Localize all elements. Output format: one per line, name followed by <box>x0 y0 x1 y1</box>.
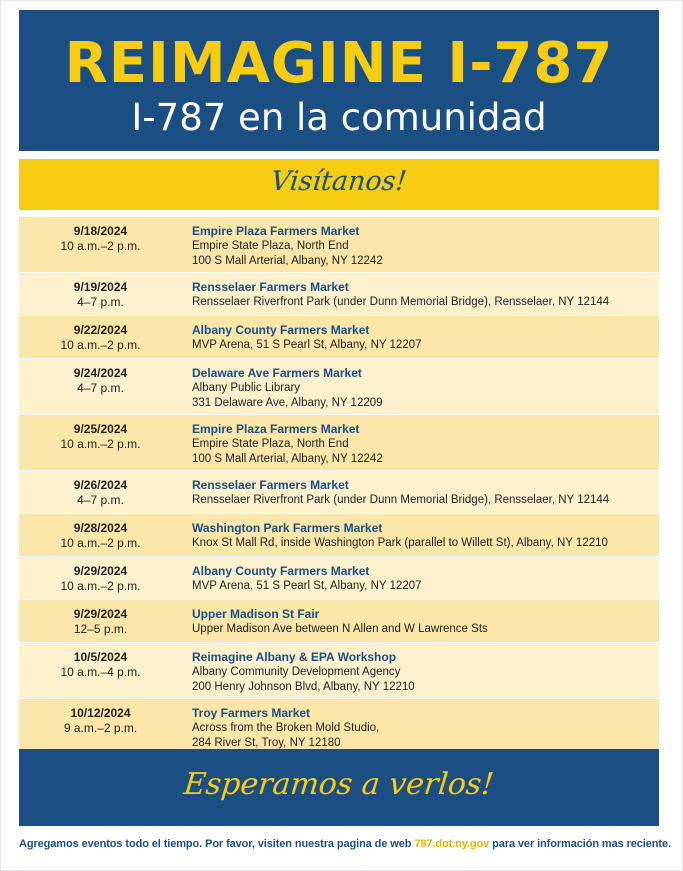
event-address-line: Knox St Mall Rd, inside Washington Park (parallel to Willett St), Albany, NY 12210 <box>192 537 608 549</box>
event-time: 10 a.m.–2 p.m. <box>60 579 141 593</box>
event-name: Troy Farmers Market <box>192 706 311 720</box>
event-address-line: Across from the Broken Mold Studio, <box>192 722 380 734</box>
event-info-cell <box>182 514 659 556</box>
event-address-line: 200 Henry Johnson Blvd, Albany, NY 12210 <box>192 681 415 693</box>
event-row <box>19 471 659 514</box>
event-address-line: Albany Public Library <box>192 382 301 394</box>
event-time: 9 a.m.–2 p.m. <box>63 721 138 735</box>
event-date-cell <box>19 471 182 513</box>
event-address-line: Albany Community Development Agency <box>192 666 401 678</box>
event-address-line: 100 S Mall Arterial, Albany, NY 12242 <box>192 453 383 465</box>
event-date-cell <box>19 600 182 642</box>
event-date: 9/26/2024 <box>73 478 128 492</box>
event-date-cell <box>19 316 182 358</box>
event-time: 10 a.m.–2 p.m. <box>60 338 141 352</box>
website-link[interactable]: 787.dot.ny.gov <box>414 838 490 850</box>
event-address-line: 284 River St, Troy, NY 12180 <box>192 737 341 749</box>
event-row <box>19 316 659 359</box>
page-title: REIMAGINE I-787 <box>64 31 614 96</box>
event-row <box>19 273 659 316</box>
event-date: 9/28/2024 <box>73 521 128 535</box>
event-info-cell <box>182 415 659 470</box>
event-date-cell <box>19 217 182 272</box>
event-address-line: Empire State Plaza, North End <box>192 438 349 450</box>
event-time: 12–5 p.m. <box>73 622 128 636</box>
event-row <box>19 359 659 415</box>
event-name: Delaware Ave Farmers Market <box>192 366 362 380</box>
event-date-cell <box>19 643 182 698</box>
event-info-cell <box>182 273 659 315</box>
event-date-cell <box>19 699 182 754</box>
event-name: Rensselaer Farmers Market <box>192 478 349 492</box>
event-info-cell <box>182 699 659 754</box>
event-info-cell <box>182 316 659 358</box>
event-name: Washington Park Farmers Market <box>192 521 383 535</box>
event-address-line: MVP Arena, 51 S Pearl St, Albany, NY 12207 <box>192 580 422 592</box>
event-name: Albany County Farmers Market <box>192 323 370 337</box>
event-date-cell <box>19 273 182 315</box>
footer-note <box>19 838 669 850</box>
event-address-line: Upper Madison Ave between N Allen and W Lawrence Sts <box>192 623 488 635</box>
event-date: 9/24/2024 <box>73 366 128 380</box>
visit-banner <box>19 159 659 210</box>
event-name: Albany County Farmers Market <box>192 564 370 578</box>
event-date-cell <box>19 514 182 556</box>
footer-banner-text: Esperamos a verlos! <box>182 767 496 802</box>
event-row <box>19 514 659 557</box>
event-date: 9/29/2024 <box>73 607 128 621</box>
event-info-cell <box>182 600 659 642</box>
event-address-line: Rensselaer Riverfront Park (under Dunn Memorial Bridge), Rensselaer, NY 12144 <box>192 296 610 308</box>
event-address-line: Rensselaer Riverfront Park (under Dunn Memorial Bridge), Rensselaer, NY 12144 <box>192 494 610 506</box>
event-row <box>19 643 659 699</box>
events-table <box>19 217 659 755</box>
event-time: 10 a.m.–2 p.m. <box>60 239 141 253</box>
header-banner <box>19 10 659 151</box>
event-row <box>19 600 659 643</box>
event-info-cell <box>182 643 659 698</box>
event-time: 10 a.m.–2 p.m. <box>60 536 141 550</box>
event-address-line: Empire State Plaza, North End <box>192 240 349 252</box>
event-date: 10/5/2024 <box>73 650 128 664</box>
event-time: 4–7 p.m. <box>77 381 124 395</box>
event-time: 10 a.m.–4 p.m. <box>60 665 141 679</box>
event-date: 9/22/2024 <box>73 323 128 337</box>
event-info-cell <box>182 471 659 513</box>
event-info-cell <box>182 359 659 414</box>
event-date-cell <box>19 359 182 414</box>
event-date-cell <box>19 415 182 470</box>
event-name: Rensselaer Farmers Market <box>192 280 349 294</box>
event-row <box>19 557 659 600</box>
event-time: 4–7 p.m. <box>77 295 124 309</box>
event-date: 9/18/2024 <box>73 224 128 238</box>
event-name: Empire Plaza Farmers Market <box>192 422 360 436</box>
event-time: 10 a.m.–2 p.m. <box>60 437 141 451</box>
event-name: Empire Plaza Farmers Market <box>192 224 360 238</box>
visit-banner-text: Visítanos! <box>269 166 409 197</box>
footer-note-text: Agregamos eventos todo el tiempo. Por favor, visiten nuestra pagina de web <box>19 838 412 850</box>
event-name: Reimagine Albany & EPA Workshop <box>192 650 397 664</box>
event-address-line: MVP Arena, 51 S Pearl St, Albany, NY 12207 <box>192 339 422 351</box>
event-row <box>19 217 659 273</box>
event-address-line: 100 S Mall Arterial, Albany, NY 12242 <box>192 255 383 267</box>
event-row <box>19 699 659 755</box>
event-date: 10/12/2024 <box>70 706 131 720</box>
footer-note-text-end: para ver información mas reciente. <box>492 838 671 850</box>
event-row <box>19 415 659 471</box>
event-name: Upper Madison St Fair <box>192 607 320 621</box>
footer-banner <box>19 749 659 826</box>
event-info-cell <box>182 217 659 272</box>
event-address-line: 331 Delaware Ave, Albany, NY 12209 <box>192 397 383 409</box>
page-subtitle: I-787 en la comunidad <box>131 96 547 139</box>
event-date: 9/19/2024 <box>73 280 128 294</box>
event-date: 9/29/2024 <box>73 564 128 578</box>
event-time: 4–7 p.m. <box>77 493 124 507</box>
event-date-cell <box>19 557 182 599</box>
event-info-cell <box>182 557 659 599</box>
event-date: 9/25/2024 <box>73 422 128 436</box>
